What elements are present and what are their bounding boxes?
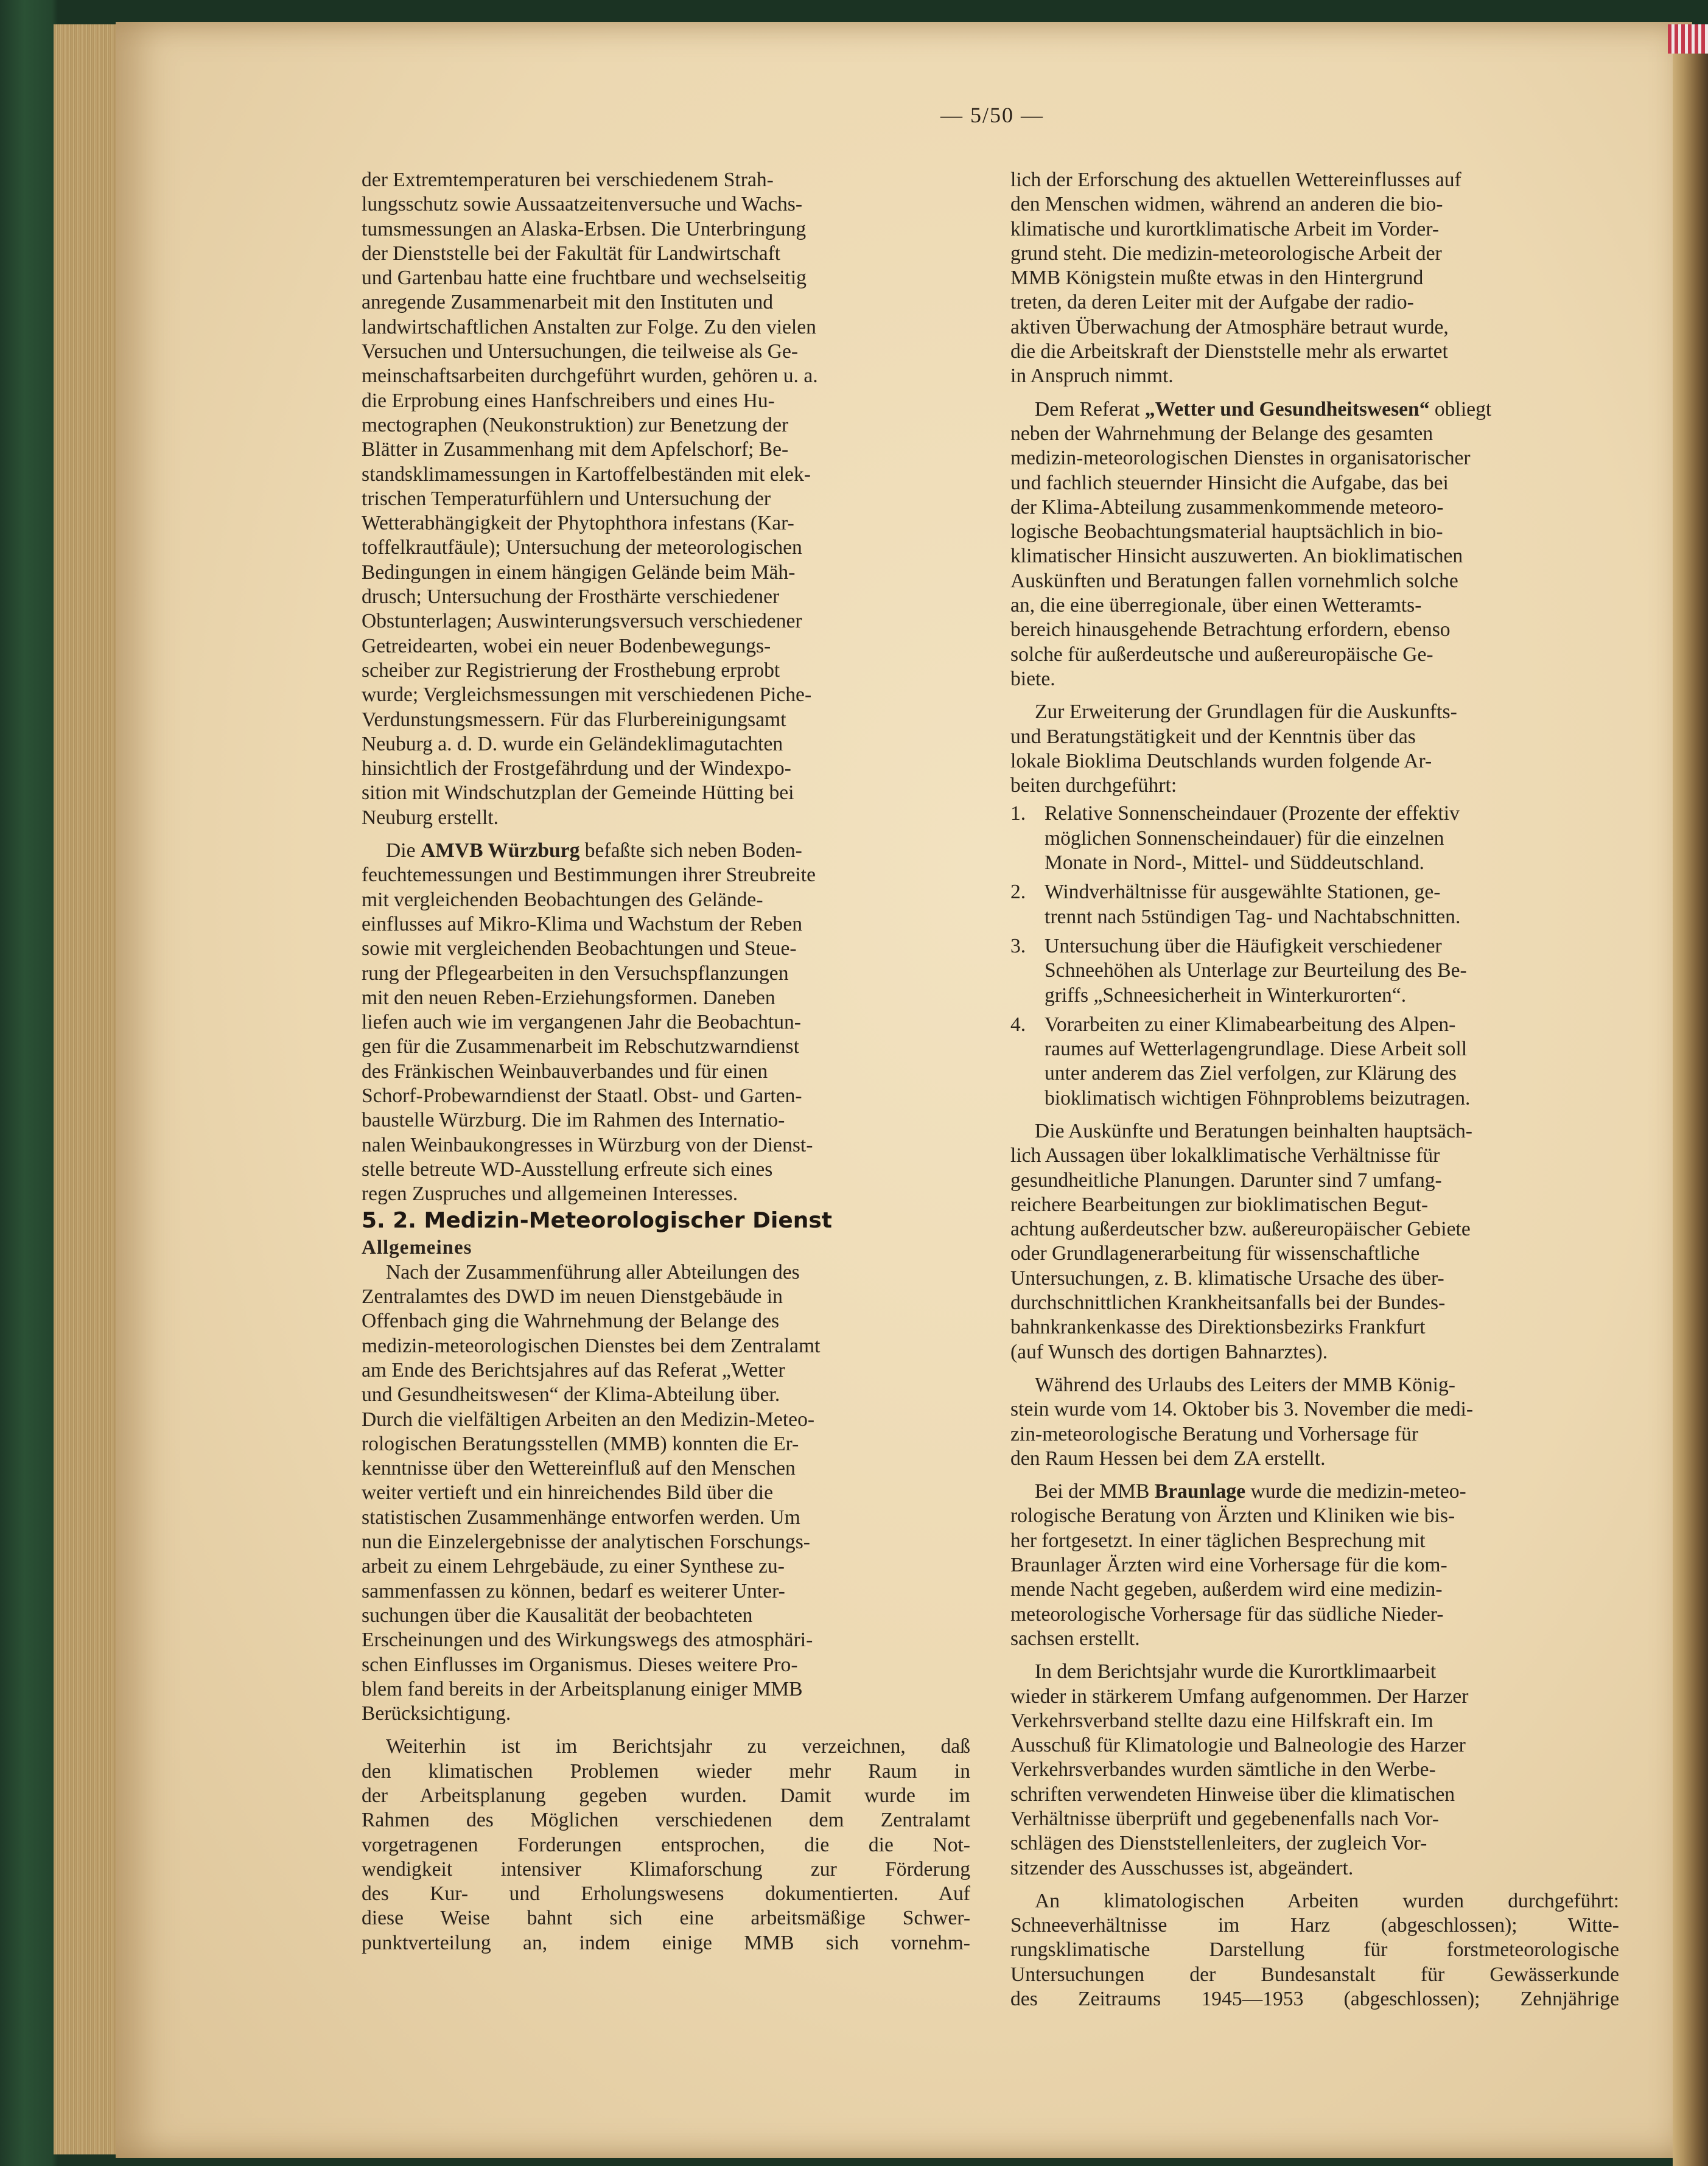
text-line: nun die Einzelergebnisse der analytischen Forschungs-: [362, 1531, 810, 1554]
list-number: 1.: [1010, 802, 1026, 825]
text-line: Die Auskünfte und Beratungen beinhalten hauptsäch-: [1035, 1119, 1472, 1142]
text-line: des Fränkischen Weinbauverbandes und für einen: [362, 1060, 768, 1083]
text-line: sition mit Windschutzplan der Gemeinde Hütting bei: [362, 781, 794, 805]
text-line: hinsichtlich der Frostgefährdung und der Windexpo-: [362, 757, 791, 780]
text-line: sammenfassen zu können, bedarf es weiterer Unter-: [362, 1579, 785, 1602]
text-line: mit vergleichenden Beobachtungen des Gelände-: [362, 888, 763, 911]
text-line: Untersuchungen, z. B. klimatische Ursache des über-: [1010, 1266, 1444, 1290]
text-line: Braunlager Ärzten wird eine Vorhersage für die kom-: [1010, 1554, 1447, 1577]
text-line: klimatische und kurortklimatische Arbeit im Vorder-: [1010, 217, 1440, 240]
list-item: [1010, 802, 1619, 875]
text-line: meinschaftsarbeiten durchgeführt wurden, gehören u. a.: [362, 365, 818, 388]
text-line: der Arbeitsplanung gegeben wurden. Damit wurde im: [362, 1784, 970, 1807]
text-line: lungsschutz sowie Aussaatzeitenversuche und Wachs-: [362, 193, 803, 216]
paragraph: Dem Referat „Wetter und Gesundheitswesen“ obliegt neben der Wahrnehmung der Belange des gesamten medizin-meteorologischen Dienstes in organisatorischer und fachlich steuernder Hinsicht die Aufgabe, das bei der Klima-Abteilung zusammenkommende meteoro- logische Beobachtungsmaterial hauptsächlich in bio- klimatischer Hinsicht auszuwerten. An bioklimatischen Auskünften und Beratungen fallen vornehmlich solche an, die eine überregionale, über einen Wetteramts- bereich hinausgehende Betrachtung erfordern, ebenso solche für außerdeutsche und außereuropäische Ge- biete.: [1010, 397, 1492, 690]
numbered-list: [1010, 802, 1619, 1111]
text-line: Zentralamtes des DWD im neuen Dienstgebäude in: [362, 1285, 783, 1308]
list-number: 4.: [1010, 1013, 1026, 1036]
list-text: [1045, 880, 1619, 929]
bookmark-ribbon: [1668, 24, 1708, 54]
text-line: standsklimamessungen in Kartoffelbeständen mit elek-: [362, 463, 811, 486]
text-line: den Raum Hessen bei dem ZA erstellt.: [1010, 1447, 1326, 1470]
text-line: An klimatologischen Arbeiten wurden durchgeführt:: [1035, 1889, 1619, 1912]
text-line: durchschnittlichen Krankheitsanfalls bei der Bundes-: [1010, 1291, 1446, 1315]
text-line: der Klima-Abteilung zusammenkommende meteoro-: [1010, 495, 1444, 519]
paragraph: [1010, 168, 1619, 389]
text-line: grund steht. Die medizin-meteorologische Arbeit der: [1010, 242, 1442, 265]
text-line: MMB Königstein mußte etwas in den Hintergrund: [1010, 267, 1424, 290]
text-line: schen Einflusses im Organismus. Dieses weitere Pro-: [362, 1653, 798, 1676]
text-line: punktverteilung an, indem einige MMB sich vornehm-: [362, 1931, 970, 1954]
text-line: in Anspruch nimmt.: [1010, 365, 1174, 388]
text-line: und Beratungstätigkeit und der Kenntnis über das: [1010, 725, 1416, 748]
text-line: möglichen Sonnenscheindauer) für die einzelnen: [1045, 826, 1444, 850]
text-line: Blätter in Zusammenhang mit dem Apfelschorf; Be-: [362, 438, 789, 461]
bold-term: „Wetter und Gesundheitswesen“: [1144, 397, 1430, 421]
text-line: sachsen erstellt.: [1010, 1627, 1140, 1650]
text-line: biete.: [1010, 667, 1055, 690]
text-line: liefen auch wie im vergangenen Jahr die Beobachtun-: [362, 1011, 801, 1034]
paragraph: [362, 168, 970, 830]
text-line: klimatischer Hinsicht auszuwerten. An bioklimatischen: [1010, 545, 1463, 568]
text-line: sitzender des Ausschusses ist, abgeändert.: [1010, 1856, 1354, 1879]
text-line: reichere Bearbeitungen zur bioklimatischen Begut-: [1010, 1193, 1429, 1216]
text-line: diese Weise bahnt sich eine arbeitsmäßige Schwer-: [362, 1907, 970, 1930]
list-number: 2.: [1010, 881, 1026, 904]
text-line: den klimatischen Problemen wieder mehr Raum in: [362, 1759, 970, 1783]
text-line: rungsklimatische Darstellung für forstmeteorologische: [1010, 1938, 1619, 1962]
list-item: [1010, 1013, 1619, 1111]
right-column: [1010, 168, 1619, 2011]
sub-heading: Allgemeines: [362, 1237, 472, 1259]
text-line: der Dienststelle bei der Fakultät für Landwirtschaft: [362, 242, 781, 265]
text-line: Rahmen des Möglichen verschiedenen dem Zentralamt: [362, 1809, 970, 1832]
text-line: aktiven Überwachung der Atmosphäre betraut wurde,: [1010, 315, 1449, 338]
text-line: Auskünften und Beratungen fallen vornehmlich solche: [1010, 569, 1458, 592]
text-line: Wetterabhängigkeit der Phytophthora infestans (Kar-: [362, 512, 794, 535]
text-line: Schneehöhen als Unterlage zur Beurteilung des Be-: [1045, 959, 1467, 982]
text-line: Verdunstungsmessern. Für das Flurbereinigungsamt: [362, 708, 786, 731]
text-line: rologische Beratung von Ärzten und Kliniken wie bis-: [1010, 1504, 1455, 1528]
text-line: Bedingungen in einem hängigen Gelände beim Mäh-: [362, 561, 796, 584]
text-line: Während des Urlaubs des Leiters der MMB König-: [1035, 1373, 1455, 1396]
text-line: logische Beobachtungsmaterial hauptsächlich in bio-: [1010, 520, 1443, 543]
text-line: einflusses auf Mikro-Klima und Wachstum der Reben: [362, 912, 803, 935]
text-line: und Gartenbau hatte eine fruchtbare und wechselseitig: [362, 267, 807, 290]
text-line: Schorf-Probewarndienst der Staatl. Obst- und Garten-: [362, 1084, 802, 1107]
text-line: landwirtschaftlichen Anstalten zur Folge. Zu den vielen: [362, 315, 816, 338]
text-line: des Kur- und Erholungswesens dokumentierten. Auf: [362, 1882, 970, 1906]
paragraph: [1010, 1119, 1619, 1364]
text-line: her fortgesetzt. In einer täglichen Besprechung mit: [1010, 1529, 1426, 1552]
text-line: Weiterhin ist im Berichtsjahr zu verzeichnen, daß: [386, 1735, 970, 1758]
paragraph: [1010, 1889, 1619, 2011]
text-line: bereich hinausgehende Betrachtung erfordern, ebenso: [1010, 618, 1451, 641]
text-line: Verkehrsverband stellte dazu eine Hilfskraft ein. Im: [1010, 1709, 1433, 1732]
text-line: trennt nach 5stündigen Tag- und Nachtabschnitten.: [1045, 905, 1461, 928]
text-line: Relative Sonnenscheindauer (Prozente der effektiv: [1045, 802, 1460, 825]
text-line: suchungen über die Kausalität der beobachteten: [362, 1604, 753, 1627]
text-line: die die Arbeitskraft der Dienststelle mehr als erwartet: [1010, 340, 1448, 363]
text-line: kenntnisse über den Wettereinfluß auf den Menschen: [362, 1457, 796, 1480]
text-line: Versuchen und Untersuchungen, die teilweise als Ge-: [362, 340, 799, 363]
paragraph: [362, 1260, 970, 1727]
text-line: Offenbach ging die Wahrnehmung der Belange des: [362, 1310, 780, 1333]
text-line: wendigkeit intensiver Klimaforschung zur Förderung: [362, 1857, 970, 1881]
text-line: blem fand bereits in der Arbeitsplanung einiger MMB: [362, 1677, 803, 1700]
text-line: griffs „Schneesicherheit in Winterkurorten“.: [1045, 983, 1407, 1007]
list-text: [1045, 934, 1619, 1008]
text-line: und fachlich steuernder Hinsicht die Aufgabe, das bei: [1010, 471, 1449, 494]
text-line: an, die eine überregionale, über einen Wetteramts-: [1010, 594, 1422, 617]
page-number: — 5/50 —: [940, 103, 1044, 127]
text-line: stelle betreute WD-Ausstellung erfreute sich eines: [362, 1158, 773, 1181]
text-line: Obstunterlagen; Auswinterungsversuch verschiedener: [362, 610, 802, 633]
text-line: unter anderem das Ziel verfolgen, zur Klärung des: [1045, 1062, 1457, 1085]
text-line: des Zeitraums 1945—1953 (abgeschlossen); Zehnjährige: [1010, 1988, 1619, 2011]
list-item: [1010, 880, 1619, 929]
text-line: arbeit zu einem Lehrgebäude, zu einer Synthese zu-: [362, 1555, 785, 1578]
text-line: gesundheitliche Planungen. Darunter sind 7 umfang-: [1010, 1169, 1442, 1192]
list-text: [1045, 802, 1619, 875]
text-line: rologischen Beratungsstellen (MMB) konnten die Er-: [362, 1432, 799, 1455]
text-line: schriften verwendeten Hinweise über die klimatischen: [1010, 1783, 1455, 1806]
text-line: regen Zuspruches und allgemeinen Interesses.: [362, 1183, 738, 1206]
text-line: Windverhältnisse für ausgewählte Stationen, ge-: [1045, 881, 1441, 904]
text-line: meteorologische Vorhersage für das südliche Nieder-: [1010, 1602, 1444, 1626]
text-line: In dem Berichtsjahr wurde die Kurortklimaarbeit: [1035, 1660, 1437, 1683]
text-line: toffelkrautfäule); Untersuchung der meteorologischen: [362, 536, 802, 559]
text-line: Monate in Nord-, Mittel- und Süddeutschland.: [1045, 851, 1424, 875]
text-line: schlägen des Dienststellenleiters, der zugleich Vor-: [1010, 1832, 1427, 1855]
text-line: Berücksichtigung.: [362, 1702, 511, 1725]
text-line: bioklimatisch wichtigen Föhnproblems beizutragen.: [1045, 1086, 1471, 1109]
text-line: stein wurde vom 14. Oktober bis 3. November die medi-: [1010, 1398, 1474, 1421]
text-line: zin-meteorologische Beratung und Vorhersage für: [1010, 1422, 1419, 1445]
text-line: statistischen Zusammenhänge entworfen werden. Um: [362, 1506, 800, 1529]
paragraph: [1010, 700, 1619, 798]
text-line: Neuburg erstellt.: [362, 806, 499, 829]
text-line: wurde; Vergleichsmessungen mit verschiedenen Piche-: [362, 683, 812, 707]
bold-term: Braunlage: [1154, 1480, 1246, 1503]
text-line: bahnkrankenkasse des Direktionsbezirks Frankfurt: [1010, 1316, 1426, 1339]
text-line: nalen Weinbaukongresses in Würzburg von der Dienst-: [362, 1133, 813, 1156]
right-page-edge: [1673, 24, 1708, 2166]
text-line: medizin-meteorologischen Dienstes bei dem Zentralamt: [362, 1334, 821, 1357]
text-line: raumes auf Wetterlagengrundlage. Diese Arbeit soll: [1045, 1038, 1468, 1061]
text-line: rung der Pflegearbeiten in den Versuchspflanzungen: [362, 962, 789, 985]
paragraph: [1010, 1373, 1619, 1471]
text-line: Erscheinungen und des Wirkungswegs des atmosphäri-: [362, 1629, 813, 1652]
text-line: vorgetragenen Forderungen entsprochen, die die Not-: [362, 1833, 970, 1856]
text-line: (auf Wunsch des dortigen Bahnarztes).: [1010, 1340, 1328, 1363]
text-line: Schneeverhältnisse im Harz (abgeschlossen); Witte-: [1010, 1914, 1619, 1937]
paragraph: Die AMVB Würzburg befaßte sich neben Boden- feuchtemessungen und Bestimmungen ihrer Streubreite mit vergleichenden Beobachtungen des Gelände- einflusses auf Mikro-Klima und Wachstum der Reben sowie mit vergleichenden Beobachtungen und Steue- rung der Pflegearbeiten in den Versuchspflanzungen mit den neuen Reben-Erziehungsformen. Daneben liefen auch wie im vergangenen Jahr die Beobachtun- gen für die Zusammenarbeit im Rebschutzwarndienst des Fränkischen Weinbauverbandes und für einen Schorf-Probewarndienst der Staatl. Obst- und Garten- baustelle Würzburg. Die im Rahmen des Internatio- nalen Weinbaukongresses in Würzburg von der Dienst- stelle betreute WD-Ausstellung erfreute sich eines regen Zuspruches und allgemeinen Interesses.: [362, 839, 816, 1206]
list-number: 3.: [1010, 934, 1026, 957]
text-line: oder Grundlagenerarbeitung für wissenschaftliche: [1010, 1242, 1420, 1265]
text-line: trischen Temperaturfühlern und Untersuchung der: [362, 487, 771, 510]
text-line: lich Aussagen über lokalklimatische Verhältnisse für: [1010, 1144, 1440, 1167]
text-line: Untersuchungen der Bundesanstalt für Gewässerkunde: [1010, 1963, 1619, 1986]
text-line: mit den neuen Reben-Erziehungsformen. Daneben: [362, 986, 775, 1009]
text-line: achtung außerdeutscher bzw. außereuropäischer Gebiete: [1010, 1218, 1471, 1241]
paragraph: [1010, 1660, 1619, 1881]
text-line: lokale Bioklima Deutschlands wurden folgende Ar-: [1010, 749, 1432, 772]
text-line: treten, da deren Leiter mit der Aufgabe der radio-: [1010, 291, 1414, 314]
text-line: lich der Erforschung des aktuellen Wettereinflusses auf: [1010, 169, 1461, 191]
list-text: [1045, 1013, 1619, 1111]
text-line: neben der Wahrnehmung der Belange des gesamten: [1010, 422, 1433, 445]
section-heading: 5. 2. Medizin-Meteorologischer Dienst: [362, 1208, 832, 1234]
text-line: Ausschuß für Klimatologie und Balneologie des Harzer: [1010, 1734, 1466, 1757]
text-line: baustelle Würzburg. Die im Rahmen des Internatio-: [362, 1109, 785, 1132]
text-line: Vorarbeiten zu einer Klimabearbeitung des Alpen-: [1045, 1013, 1456, 1036]
left-column: [362, 168, 970, 1955]
text-line: feuchtemessungen und Bestimmungen ihrer Streubreite: [362, 864, 816, 887]
text-line: medizin-meteorologischen Dienstes in organisatorischer: [1010, 447, 1471, 470]
text-line: Getreidearten, wobei ein neuer Bodenbewegungs-: [362, 634, 771, 657]
text-line: den Menschen widmen, während an anderen die bio-: [1010, 193, 1443, 216]
text-line: der Extremtemperaturen bei verschiedenem Strah-: [362, 169, 774, 191]
text-line: am Ende des Berichtsjahres auf das Referat „Wetter: [362, 1358, 785, 1382]
text-line: tumsmessungen an Alaska-Erbsen. Die Unterbringung: [362, 217, 807, 240]
text-line: Zur Erweiterung der Grundlagen für die Auskunfts-: [1035, 700, 1457, 724]
text-line: solche für außerdeutsche und außereuropäische Ge-: [1010, 643, 1433, 666]
text-line: Nach der Zusammenführung aller Abteilungen des: [386, 1260, 800, 1284]
text-line: mectographen (Neukonstruktion) zur Benetzung der: [362, 413, 789, 436]
text-line: Untersuchung über die Häufigkeit verschiedener: [1045, 934, 1442, 957]
text-line: anregende Zusammenarbeit mit den Instituten und: [362, 291, 774, 314]
text-line: mende Nacht gegeben, außerdem wird eine medizin-: [1010, 1578, 1443, 1601]
text-line: beiten durchgeführt:: [1010, 774, 1177, 797]
text-line: und Gesundheitswesen“ der Klima-Abteilung über.: [362, 1383, 780, 1406]
bold-term: AMVB Würzburg: [420, 839, 580, 862]
text-line: Verkehrsverbandes wurden sämtliche in den Werbe-: [1010, 1758, 1436, 1781]
text-line: Verhältnisse überprüft und gegebenenfalls nach Vor-: [1010, 1808, 1439, 1830]
paragraph: [362, 1735, 970, 1955]
text-line: gen für die Zusammenarbeit im Rebschutzwarndienst: [362, 1035, 799, 1058]
text-line: die Erprobung eines Hanfschreibers und eines Hu-: [362, 389, 775, 412]
text-line: scheiber zur Registrierung der Frosthebung erprobt: [362, 659, 780, 682]
text-line: weiter vertieft und ein hinreichendes Bild über die: [362, 1481, 773, 1504]
text-line: Neuburg a. d. D. wurde ein Geländeklimagutachten: [362, 732, 783, 755]
text-line: wieder in stärkerem Umfang aufgenommen. Der Harzer: [1010, 1685, 1469, 1708]
list-item: [1010, 934, 1619, 1008]
text-line: Durch die vielfältigen Arbeiten an den Medizin-Meteo-: [362, 1408, 815, 1431]
text-line: drusch; Untersuchung der Frosthärte verschiedener: [362, 585, 780, 609]
paragraph: Bei der MMB Braunlage wurde die medizin-meteo- rologische Beratung von Ärzten und Kliniken wie bis- her fortgesetzt. In einer täglichen Besprechung mit Braunlager Ärzten wird eine Vorhersage für die kom- mende Nacht gegeben, außerdem wird eine medizin- meteorologische Vorhersage für das südliche Nieder- sachsen erstellt.: [1010, 1480, 1466, 1650]
text-line: sowie mit vergleichenden Beobachtungen und Steue-: [362, 937, 797, 960]
